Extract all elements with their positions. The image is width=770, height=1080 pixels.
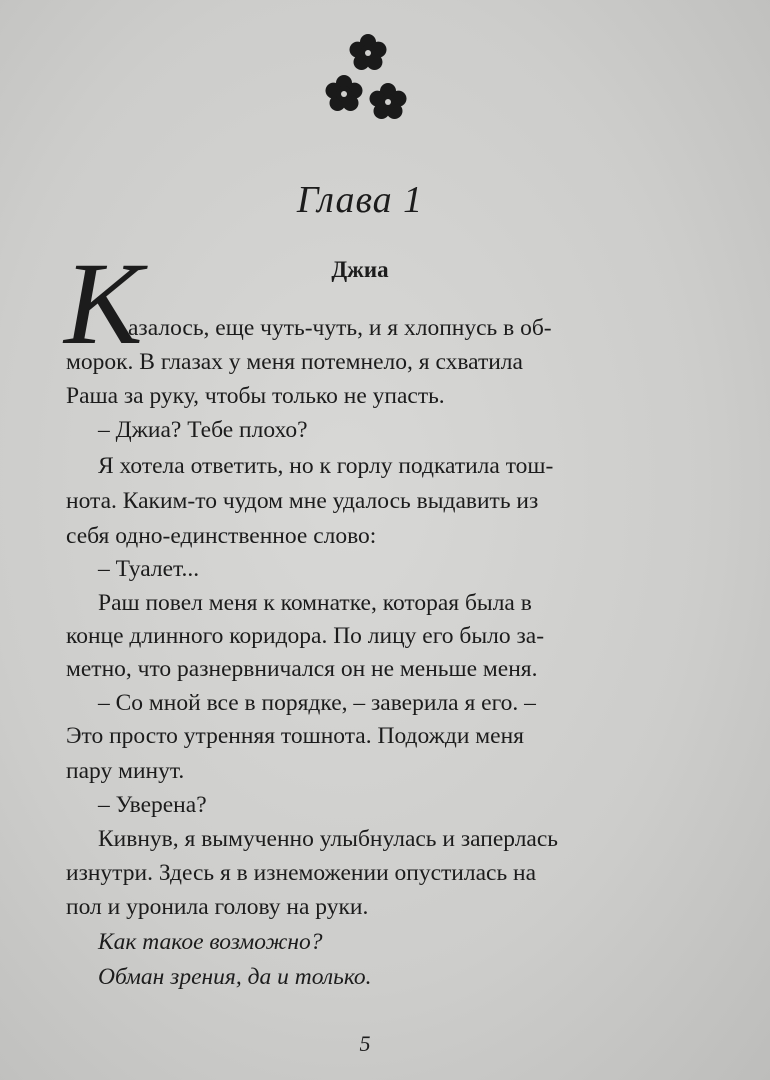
italic-line: Обман зрения, да и только. (98, 964, 372, 990)
text-line: пару минут. (66, 758, 185, 784)
text-line: конце длинного коридора. По лицу его было за- (66, 623, 545, 649)
drop-cap: К (64, 238, 143, 369)
text-line: себя одно-единственное слово: (66, 523, 377, 549)
text-line: метно, что разнервничался он не меньше меня. (66, 656, 538, 682)
text-line: изнутри. Здесь я в изнеможении опустилась на (66, 860, 537, 886)
text-line: морок. В глазах у меня потемнело, я схватила (66, 349, 523, 375)
text-line: азалось, еще чуть-чуть, и я хлопнусь в об- (128, 315, 552, 341)
italic-line: Как такое возможно? (98, 929, 323, 955)
text-line: – Со мной все в порядке, – заверила я его. – (98, 690, 536, 716)
text-line: Кивнув, я вымученно улыбнулась и заперлась (98, 826, 559, 852)
text-line: Раш повел меня к комнатке, которая была в (98, 590, 532, 616)
text-line: – Туалет... (98, 556, 200, 582)
text-line: Раша за руку, чтобы только не упасть. (66, 383, 445, 409)
text-line: – Уверена? (98, 792, 207, 818)
flower-cluster-icon (318, 28, 418, 128)
chapter-heading: Джиа (331, 257, 389, 282)
text-line: – Джиа? Тебе плохо? (98, 417, 308, 443)
text-line: Это просто утренняя тошнота. Подожди меня (66, 723, 524, 749)
text-line: Я хотела ответить, но к горлу подкатила тош- (98, 453, 554, 479)
chapter-title: Глава 1 (296, 179, 424, 221)
page-number: 5 (359, 1031, 371, 1056)
text-line: нота. Каким-то чудом мне удалось выдавить из (66, 488, 539, 514)
text-line: пол и уронила голову на руки. (66, 894, 369, 920)
